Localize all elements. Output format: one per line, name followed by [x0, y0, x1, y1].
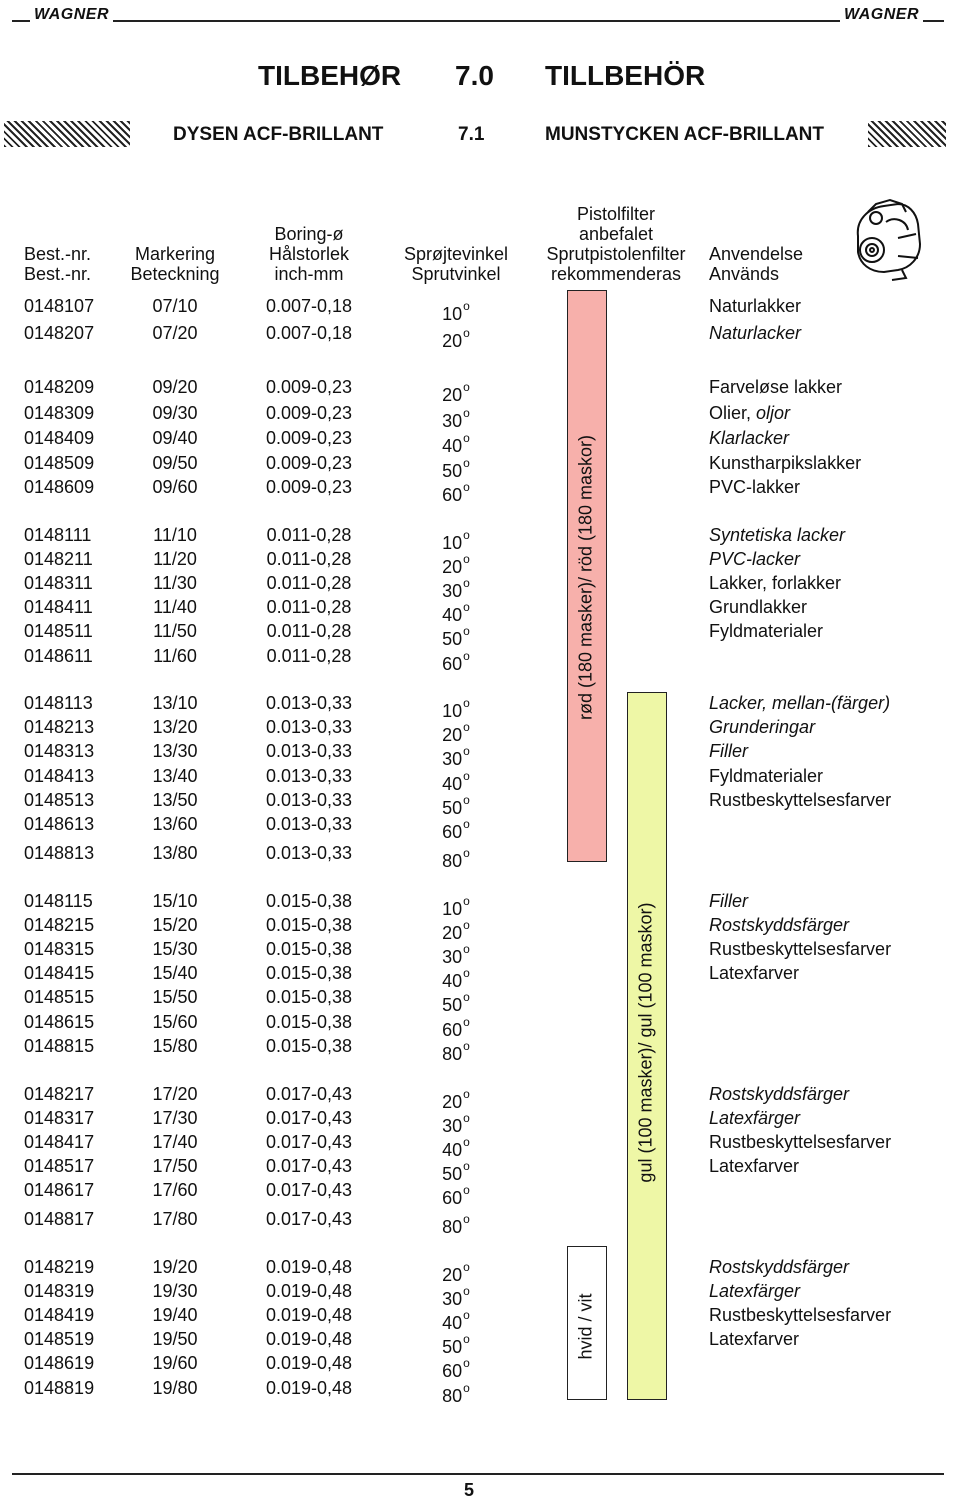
- angle-value: 40: [442, 436, 463, 456]
- cell-markering: 15/10: [152, 891, 198, 911]
- degree-mark: o: [463, 817, 470, 831]
- angle-value: 10: [442, 304, 463, 324]
- cell-markering: 15/60: [152, 1012, 198, 1032]
- degree-mark: o: [463, 576, 470, 590]
- cell-boring: 0.009-0,23: [265, 477, 353, 497]
- cell-markering: 15/20: [152, 915, 198, 935]
- angle-value: 30: [442, 1289, 463, 1309]
- cell-anvendelse: [709, 1329, 799, 1349]
- usage-text: Latexfarver: [709, 963, 800, 983]
- cell-best-nr: 0148519: [24, 1329, 95, 1349]
- cell-best-nr: 0148209: [24, 377, 95, 397]
- header-sprojtevinkel: Sprøjtevinkel Sprutvinkel: [403, 244, 509, 284]
- usage-text: Farveløse lakker: [709, 377, 843, 397]
- degree-mark: o: [463, 456, 470, 470]
- usage-text: Rustbeskyttelsesfarver: [709, 790, 892, 810]
- cell-best-nr: 0148213: [24, 717, 95, 737]
- usage-text-swedish: oljor: [756, 403, 791, 423]
- cell-boring: 0.017-0,43: [265, 1084, 353, 1104]
- angle-value: 20: [442, 557, 463, 577]
- degree-mark: o: [463, 528, 470, 542]
- cell-markering: 19/60: [152, 1353, 198, 1373]
- header-boring: Boring-ø Hålstorlek inch-mm: [268, 224, 350, 284]
- degree-mark: o: [463, 942, 470, 956]
- usage-text: Fyldmaterialer: [709, 621, 824, 641]
- angle-value: 60: [442, 1361, 463, 1381]
- cell-sprojtevinkel: [442, 1036, 470, 1064]
- footer-rule: [12, 1473, 944, 1475]
- angle-value: 80: [442, 1386, 463, 1406]
- cell-sprojtevinkel: [442, 814, 470, 842]
- cell-best-nr: 0148417: [24, 1132, 95, 1152]
- usage-text: Latexfärger: [709, 1281, 801, 1301]
- cell-markering: 17/30: [152, 1108, 198, 1128]
- usage-text: Rustbeskyttelsesfarver: [709, 1132, 892, 1152]
- angle-value: 40: [442, 1313, 463, 1333]
- cell-markering: 11/20: [153, 549, 197, 569]
- cell-best-nr: 0148317: [24, 1108, 95, 1128]
- degree-mark: o: [463, 480, 470, 494]
- cell-boring: 0.017-0,43: [265, 1209, 353, 1229]
- cell-boring: 0.013-0,33: [265, 717, 353, 737]
- cell-anvendelse: [709, 549, 800, 569]
- angle-value: 60: [442, 822, 463, 842]
- degree-mark: o: [463, 1308, 470, 1322]
- degree-mark: o: [463, 1284, 470, 1298]
- usage-text: Naturlacker: [709, 323, 802, 343]
- cell-boring: 0.011-0,28: [266, 549, 352, 569]
- cell-anvendelse: [709, 717, 815, 737]
- degree-mark: o: [463, 380, 470, 394]
- angle-value: 50: [442, 1164, 463, 1184]
- cell-boring: 0.015-0,38: [265, 1012, 353, 1032]
- degree-mark: o: [463, 1159, 470, 1173]
- cell-sprojtevinkel: [442, 646, 470, 674]
- cell-best-nr: 0148319: [24, 1281, 95, 1301]
- usage-text: Grunderingar: [709, 717, 816, 737]
- angle-value: 30: [442, 1116, 463, 1136]
- cell-markering: 13/80: [152, 843, 198, 863]
- header-anvendelse: Anvendelse Används: [709, 244, 804, 284]
- cell-sprojtevinkel: [442, 377, 470, 405]
- degree-mark: o: [463, 918, 470, 932]
- cell-best-nr: 0148511: [24, 621, 93, 641]
- cell-sprojtevinkel: [442, 296, 470, 324]
- angle-value: 50: [442, 995, 463, 1015]
- degree-mark: o: [463, 744, 470, 758]
- usage-text: Rostskyddsfärger: [709, 915, 850, 935]
- cell-markering: 19/30: [152, 1281, 198, 1301]
- cell-best-nr: 0148515: [24, 987, 95, 1007]
- cell-markering: 19/50: [152, 1329, 198, 1349]
- cell-anvendelse: [709, 1132, 891, 1152]
- cell-anvendelse: [709, 1156, 799, 1176]
- cell-best-nr: 0148815: [24, 1036, 95, 1056]
- degree-mark: o: [463, 696, 470, 710]
- cell-boring: 0.013-0,33: [265, 843, 353, 863]
- degree-mark: o: [463, 793, 470, 807]
- angle-value: 40: [442, 971, 463, 991]
- cell-markering: 09/50: [152, 453, 198, 473]
- cell-best-nr: 0148411: [24, 597, 93, 617]
- cell-best-nr: 0148111: [24, 525, 92, 545]
- cell-best-nr: 0148315: [24, 939, 95, 959]
- cell-best-nr: 0148617: [24, 1180, 95, 1200]
- cell-markering: 07/10: [152, 296, 198, 316]
- angle-value: 80: [442, 1044, 463, 1064]
- degree-mark: o: [463, 1381, 470, 1395]
- usage-text: Grundlakker: [709, 597, 808, 617]
- cell-best-nr: 0148115: [24, 891, 93, 911]
- header-best-nr: Best.-nr. Best.-nr.: [24, 244, 92, 284]
- usage-text: Latexfarver: [709, 1156, 800, 1176]
- cell-boring: 0.013-0,33: [265, 790, 353, 810]
- degree-mark: o: [463, 649, 470, 663]
- subtitle-danish: DYSEN ACF-BRILLANT: [173, 124, 384, 145]
- angle-value: 30: [442, 411, 463, 431]
- hatch-right: [868, 121, 946, 147]
- angle-value: 20: [442, 725, 463, 745]
- wagner-logo-right: WAGNER: [840, 6, 923, 24]
- angle-value: 60: [442, 485, 463, 505]
- cell-sprojtevinkel: [442, 987, 470, 1015]
- cell-boring: 0.015-0,38: [265, 963, 353, 983]
- usage-text: Rustbeskyttelsesfarver: [709, 939, 892, 959]
- usage-text: Rustbeskyttelsesfarver: [709, 1305, 892, 1325]
- angle-value: 60: [442, 654, 463, 674]
- cell-best-nr: 0148219: [24, 1257, 95, 1277]
- cell-markering: 17/80: [152, 1209, 198, 1229]
- cell-anvendelse: [709, 741, 748, 761]
- filter-label-white: hvid / vit: [575, 1293, 596, 1360]
- cell-boring: 0.009-0,23: [265, 403, 353, 423]
- cell-anvendelse: [709, 1281, 800, 1301]
- cell-sprojtevinkel: [442, 843, 470, 871]
- cell-boring: 0.019-0,48: [265, 1257, 353, 1277]
- usage-text: Klarlacker: [709, 428, 790, 448]
- cell-sprojtevinkel: [442, 741, 470, 769]
- cell-markering: 17/20: [152, 1084, 198, 1104]
- cell-anvendelse: [709, 693, 890, 713]
- header-rule: [12, 20, 944, 22]
- cell-anvendelse: [709, 428, 789, 448]
- cell-best-nr: 0148409: [24, 428, 95, 448]
- cell-boring: 0.011-0,28: [266, 525, 352, 545]
- cell-boring: 0.013-0,33: [265, 693, 353, 713]
- cell-markering: 17/40: [152, 1132, 198, 1152]
- cell-best-nr: 0148113: [24, 693, 93, 713]
- cell-boring: 0.019-0,48: [265, 1353, 353, 1373]
- filter-label-red: rød (180 masker)/ röd (180 maskor): [575, 434, 596, 721]
- angle-value: 20: [442, 1092, 463, 1112]
- usage-text: Rostskyddsfärger: [709, 1084, 850, 1104]
- cell-boring: 0.007-0,18: [265, 296, 353, 316]
- cell-boring: 0.007-0,18: [265, 323, 353, 343]
- cell-sprojtevinkel: [442, 323, 470, 351]
- cell-anvendelse: [709, 296, 801, 316]
- cell-best-nr: 0148609: [24, 477, 95, 497]
- degree-mark: o: [463, 624, 470, 638]
- usage-text: Filler: [709, 891, 748, 911]
- angle-value: 50: [442, 1337, 463, 1357]
- cell-markering: 11/50: [153, 621, 197, 641]
- cell-anvendelse: [709, 525, 845, 545]
- cell-boring: 0.015-0,38: [265, 987, 353, 1007]
- title-danish: TILBEHØR: [258, 60, 402, 91]
- angle-value: 50: [442, 798, 463, 818]
- cell-anvendelse: [709, 891, 748, 911]
- cell-anvendelse: [709, 477, 800, 497]
- angle-value: 10: [442, 899, 463, 919]
- cell-best-nr: 0148211: [24, 549, 93, 569]
- cell-best-nr: 0148419: [24, 1305, 95, 1325]
- degree-mark: o: [463, 1356, 470, 1370]
- usage-text: Naturlakker: [709, 296, 802, 316]
- degree-mark: o: [463, 552, 470, 566]
- cell-boring: 0.017-0,43: [265, 1156, 353, 1176]
- cell-best-nr: 0148817: [24, 1209, 95, 1229]
- cell-anvendelse: [709, 453, 861, 473]
- cell-anvendelse: [709, 766, 823, 786]
- header-pistolfilter: Pistolfilter anbefalet Sprutpistolenfilter rekommenderas: [546, 204, 686, 284]
- cell-anvendelse: [709, 1257, 849, 1277]
- cell-best-nr: 0148517: [24, 1156, 95, 1176]
- cell-best-nr: 0148107: [24, 296, 95, 316]
- usage-text: PVC-lakker: [709, 477, 801, 497]
- cell-anvendelse: [709, 790, 891, 810]
- cell-boring: 0.015-0,38: [265, 915, 353, 935]
- cell-anvendelse: [709, 1108, 800, 1128]
- cell-markering: 13/20: [152, 717, 198, 737]
- degree-mark: o: [463, 326, 470, 340]
- angle-value: 20: [442, 385, 463, 405]
- title-number: 7.0: [455, 60, 494, 91]
- angle-value: 80: [442, 1217, 463, 1237]
- cell-markering: 09/20: [152, 377, 198, 397]
- filter-label-yellow: gul (100 masker)/ gul (100 maskor): [635, 902, 656, 1183]
- degree-mark: o: [463, 720, 470, 734]
- cell-best-nr: 0148413: [24, 766, 95, 786]
- cell-anvendelse: [709, 573, 841, 593]
- subtitle-swedish: MUNSTYCKEN ACF-BRILLANT: [545, 124, 824, 145]
- usage-text: Kunstharpikslakker: [709, 453, 862, 473]
- cell-boring: 0.013-0,33: [265, 741, 353, 761]
- nozzle-icon: [846, 198, 924, 284]
- usage-text: Syntetiska lacker: [709, 525, 846, 545]
- cell-anvendelse: [709, 377, 842, 397]
- degree-mark: o: [463, 1260, 470, 1274]
- cell-boring: 0.013-0,33: [265, 766, 353, 786]
- cell-boring: 0.019-0,48: [265, 1378, 353, 1398]
- cell-anvendelse: [709, 939, 891, 959]
- cell-best-nr: 0148619: [24, 1353, 95, 1373]
- cell-boring: 0.009-0,23: [265, 428, 353, 448]
- cell-best-nr: 0148311: [24, 573, 93, 593]
- cell-boring: 0.011-0,28: [266, 573, 352, 593]
- cell-anvendelse: [709, 621, 823, 641]
- cell-boring: 0.009-0,23: [265, 453, 353, 473]
- usage-text: Filler: [709, 741, 748, 761]
- cell-markering: 15/80: [152, 1036, 198, 1056]
- cell-sprojtevinkel: [442, 428, 470, 456]
- cell-sprojtevinkel: [442, 1353, 470, 1381]
- cell-sprojtevinkel: [442, 1209, 470, 1237]
- cell-anvendelse: [709, 963, 799, 983]
- cell-boring: 0.011-0,28: [266, 597, 352, 617]
- degree-mark: o: [463, 1183, 470, 1197]
- angle-value: 30: [442, 947, 463, 967]
- degree-mark: o: [463, 431, 470, 445]
- angle-value: 30: [442, 749, 463, 769]
- cell-best-nr: 0148813: [24, 843, 95, 863]
- cell-markering: 09/40: [152, 428, 198, 448]
- cell-boring: 0.019-0,48: [265, 1329, 353, 1349]
- angle-value: 20: [442, 923, 463, 943]
- cell-markering: 13/50: [152, 790, 198, 810]
- degree-mark: o: [463, 1039, 470, 1053]
- cell-markering: 09/30: [152, 403, 198, 423]
- subtitle-number: 7.1: [458, 124, 485, 145]
- cell-markering: 07/20: [152, 323, 198, 343]
- cell-boring: 0.019-0,48: [265, 1281, 353, 1301]
- cell-markering: 17/50: [152, 1156, 198, 1176]
- cell-markering: 11/60: [153, 646, 197, 666]
- usage-text: Olier,: [709, 403, 757, 423]
- cell-boring: 0.017-0,43: [265, 1180, 353, 1200]
- degree-mark: o: [463, 1087, 470, 1101]
- cell-anvendelse: [709, 1305, 891, 1325]
- cell-markering: 17/60: [152, 1180, 198, 1200]
- cell-markering: 13/60: [152, 814, 198, 834]
- angle-value: 10: [442, 701, 463, 721]
- cell-boring: 0.013-0,33: [265, 814, 353, 834]
- cell-boring: 0.011-0,28: [266, 621, 352, 641]
- cell-best-nr: 0148615: [24, 1012, 95, 1032]
- degree-mark: o: [463, 1212, 470, 1226]
- degree-mark: o: [463, 990, 470, 1004]
- angle-value: 50: [442, 629, 463, 649]
- angle-value: 20: [442, 1265, 463, 1285]
- cell-markering: 11/40: [153, 597, 197, 617]
- cell-best-nr: 0148215: [24, 915, 95, 935]
- cell-markering: 13/30: [152, 741, 198, 761]
- cell-sprojtevinkel: [442, 1180, 470, 1208]
- cell-markering: 15/40: [152, 963, 198, 983]
- cell-best-nr: 0148309: [24, 403, 95, 423]
- wagner-logo-left: WAGNER: [30, 6, 113, 24]
- usage-text: Lakker, forlakker: [709, 573, 842, 593]
- angle-value: 40: [442, 605, 463, 625]
- header-markering: Markering Beteckning: [130, 244, 220, 284]
- usage-text: Rostskyddsfärger: [709, 1257, 850, 1277]
- cell-markering: 13/10: [152, 693, 198, 713]
- cell-boring: 0.015-0,38: [265, 891, 353, 911]
- degree-mark: o: [463, 846, 470, 860]
- hatch-left: [4, 121, 130, 147]
- degree-mark: o: [463, 1135, 470, 1149]
- degree-mark: o: [463, 894, 470, 908]
- degree-mark: o: [463, 1015, 470, 1029]
- angle-value: 50: [442, 461, 463, 481]
- angle-value: 40: [442, 774, 463, 794]
- cell-markering: 13/40: [152, 766, 198, 786]
- cell-boring: 0.009-0,23: [265, 377, 353, 397]
- cell-anvendelse: [709, 323, 801, 343]
- angle-value: 30: [442, 581, 463, 601]
- page-number: 5: [464, 1480, 475, 1500]
- cell-markering: 15/50: [152, 987, 198, 1007]
- cell-markering: 11/10: [153, 525, 197, 545]
- cell-anvendelse: [709, 1084, 849, 1104]
- degree-mark: o: [463, 769, 470, 783]
- cell-anvendelse: [709, 597, 807, 617]
- degree-mark: o: [463, 1111, 470, 1125]
- cell-best-nr: 0148509: [24, 453, 95, 473]
- cell-markering: 09/60: [152, 477, 198, 497]
- cell-best-nr: 0148415: [24, 963, 95, 983]
- cell-markering: 19/20: [152, 1257, 198, 1277]
- cell-boring: 0.011-0,28: [266, 646, 352, 666]
- cell-sprojtevinkel: [442, 1378, 470, 1406]
- cell-boring: 0.019-0,48: [265, 1305, 353, 1325]
- cell-boring: 0.015-0,38: [265, 939, 353, 959]
- cell-sprojtevinkel: [442, 477, 470, 505]
- cell-markering: 11/30: [153, 573, 197, 593]
- cell-anvendelse: [709, 403, 790, 423]
- usage-text: Fyldmaterialer: [709, 766, 824, 786]
- usage-text: Latexfärger: [709, 1108, 801, 1128]
- cell-sprojtevinkel: [442, 621, 470, 649]
- degree-mark: o: [463, 600, 470, 614]
- angle-value: 60: [442, 1188, 463, 1208]
- cell-best-nr: 0148819: [24, 1378, 95, 1398]
- degree-mark: o: [463, 406, 470, 420]
- cell-markering: 19/40: [152, 1305, 198, 1325]
- cell-anvendelse: [709, 915, 849, 935]
- angle-value: 20: [442, 331, 463, 351]
- cell-boring: 0.017-0,43: [265, 1132, 353, 1152]
- angle-value: 60: [442, 1020, 463, 1040]
- degree-mark: o: [463, 966, 470, 980]
- cell-sprojtevinkel: [442, 403, 470, 431]
- cell-best-nr: 0148513: [24, 790, 95, 810]
- angle-value: 10: [442, 533, 463, 553]
- usage-text: PVC-lacker: [709, 549, 801, 569]
- cell-markering: 19/80: [152, 1378, 198, 1398]
- cell-best-nr: 0148613: [24, 814, 95, 834]
- cell-best-nr: 0148217: [24, 1084, 95, 1104]
- angle-value: 40: [442, 1140, 463, 1160]
- degree-mark: o: [463, 299, 470, 313]
- usage-text: Latexfarver: [709, 1329, 800, 1349]
- cell-best-nr: 0148313: [24, 741, 95, 761]
- usage-text: Lacker, mellan-(färger): [709, 693, 891, 713]
- cell-best-nr: 0148207: [24, 323, 95, 343]
- cell-boring: 0.015-0,38: [265, 1036, 353, 1056]
- cell-best-nr: 0148611: [24, 646, 93, 666]
- cell-markering: 15/30: [152, 939, 198, 959]
- cell-boring: 0.017-0,43: [265, 1108, 353, 1128]
- title-swedish: TILLBEHÖR: [545, 60, 706, 91]
- angle-value: 80: [442, 851, 463, 871]
- degree-mark: o: [463, 1332, 470, 1346]
